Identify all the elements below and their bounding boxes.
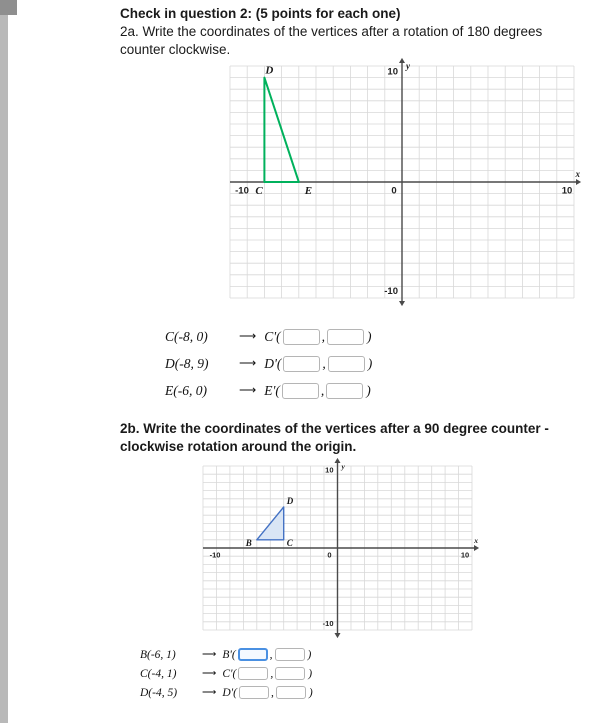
page-corner-mark — [0, 0, 17, 15]
close-paren: ) — [307, 648, 312, 661]
question-header: Check in question 2: (5 points for each one) — [120, 6, 401, 21]
tick-label: 0 — [391, 185, 397, 197]
answer-2a-0-x-input[interactable] — [283, 329, 320, 345]
answer-2a-0-y-input[interactable] — [327, 329, 364, 345]
source-point: D(-4, 5) — [140, 686, 178, 699]
image-point-prefix: D'( — [264, 355, 282, 371]
answer-row-2b-D — [140, 683, 313, 702]
source-point: B(-6, 1) — [140, 648, 176, 661]
image-point-prefix: C'( — [222, 667, 237, 680]
answer-2a-2-y-input[interactable] — [326, 383, 363, 399]
maps-to-arrow-icon: ⟶ — [202, 649, 217, 660]
page-edge-strip — [0, 0, 8, 723]
q2a-prompt-line1: 2a. Write the coordinates of the vertices after a rotation of 180 degrees — [120, 24, 543, 39]
source-point: D(-8, 9) — [165, 355, 209, 371]
tick-label: -10 — [384, 286, 398, 297]
tick-label: 10 — [325, 465, 334, 475]
answer-2a-1-x-input[interactable] — [283, 356, 320, 372]
vertex-label: C — [286, 537, 293, 548]
vertex-label: D — [286, 496, 294, 506]
tick-label: -10 — [235, 185, 249, 197]
comma: , — [270, 686, 274, 699]
tick-label: 10 — [387, 66, 398, 78]
q2a-answer-block — [165, 323, 372, 404]
tick-label: -10 — [322, 619, 334, 628]
y-axis-arrow-up-icon — [399, 58, 405, 63]
tick-label: 10 — [561, 185, 573, 197]
q2b-prompt-line2: clockwise rotation around the origin. — [120, 439, 357, 454]
image-point-prefix: E'( — [264, 382, 280, 398]
comma: , — [320, 382, 325, 398]
answer-2b-0-x-input[interactable] — [238, 648, 268, 661]
y-axis-label: y — [341, 462, 345, 471]
axes — [203, 458, 479, 638]
answer-2b-1-x-input[interactable] — [238, 667, 268, 680]
vertex-label: D — [265, 64, 274, 77]
close-paren: ) — [367, 355, 373, 371]
x-axis-arrow-right-icon — [474, 545, 479, 551]
x-axis-label: x — [474, 536, 478, 545]
answer-row-2a-E — [165, 377, 372, 404]
maps-to-arrow-icon: ⟶ — [239, 329, 257, 343]
image-point-prefix: C'( — [264, 328, 281, 344]
source-point: E(-6, 0) — [165, 382, 207, 398]
vertex-label: E — [304, 185, 313, 197]
x-axis-arrow-right-icon — [576, 179, 581, 185]
comma: , — [269, 648, 273, 661]
answer-row-2a-C — [165, 323, 372, 350]
image-point-prefix: D'( — [222, 686, 237, 699]
comma: , — [322, 355, 326, 371]
maps-to-arrow-icon: ⟶ — [239, 356, 257, 370]
tick-label: 10 — [460, 550, 470, 560]
answer-row-2a-D — [165, 350, 372, 377]
comma: , — [270, 667, 274, 680]
close-paren: ) — [308, 667, 313, 680]
vertex-label: B — [245, 537, 252, 548]
answer-2b-1-y-input[interactable] — [275, 667, 305, 680]
y-axis-label: y — [406, 61, 410, 71]
x-axis-label: x — [575, 169, 580, 179]
close-paren: ) — [308, 686, 313, 699]
graph-2a — [226, 56, 582, 314]
y-axis-arrow-down-icon — [335, 633, 341, 638]
maps-to-arrow-icon: ⟶ — [239, 383, 257, 397]
graph-2b — [198, 458, 480, 646]
q2a-prompt-line2: counter clockwise. — [120, 42, 231, 57]
q2b-answer-block — [140, 645, 313, 702]
source-point: C(-8, 0) — [165, 328, 208, 344]
close-paren: ) — [366, 382, 371, 398]
y-axis-arrow-up-icon — [335, 458, 341, 463]
vertex-label: C — [255, 185, 263, 197]
maps-to-arrow-icon: ⟶ — [202, 687, 217, 698]
source-point: C(-4, 1) — [140, 667, 177, 680]
image-point-prefix: B'( — [222, 648, 236, 661]
answer-2b-2-x-input[interactable] — [239, 686, 269, 699]
close-paren: ) — [366, 328, 372, 344]
q2b-prompt-line1: 2b. Write the coordinates of the vertices after a 90 degree counter - — [120, 421, 549, 436]
tick-label: -10 — [209, 550, 221, 560]
tick-label: 0 — [327, 550, 332, 560]
comma: , — [321, 328, 325, 344]
answer-2b-2-y-input[interactable] — [276, 686, 306, 699]
answer-2a-1-y-input[interactable] — [328, 356, 365, 372]
maps-to-arrow-icon: ⟶ — [202, 668, 217, 679]
answer-2b-0-y-input[interactable] — [275, 648, 305, 661]
y-axis-arrow-down-icon — [399, 301, 405, 306]
answer-row-2b-C — [140, 664, 313, 683]
answer-row-2b-B — [140, 645, 313, 664]
answer-2a-2-x-input[interactable] — [282, 383, 319, 399]
